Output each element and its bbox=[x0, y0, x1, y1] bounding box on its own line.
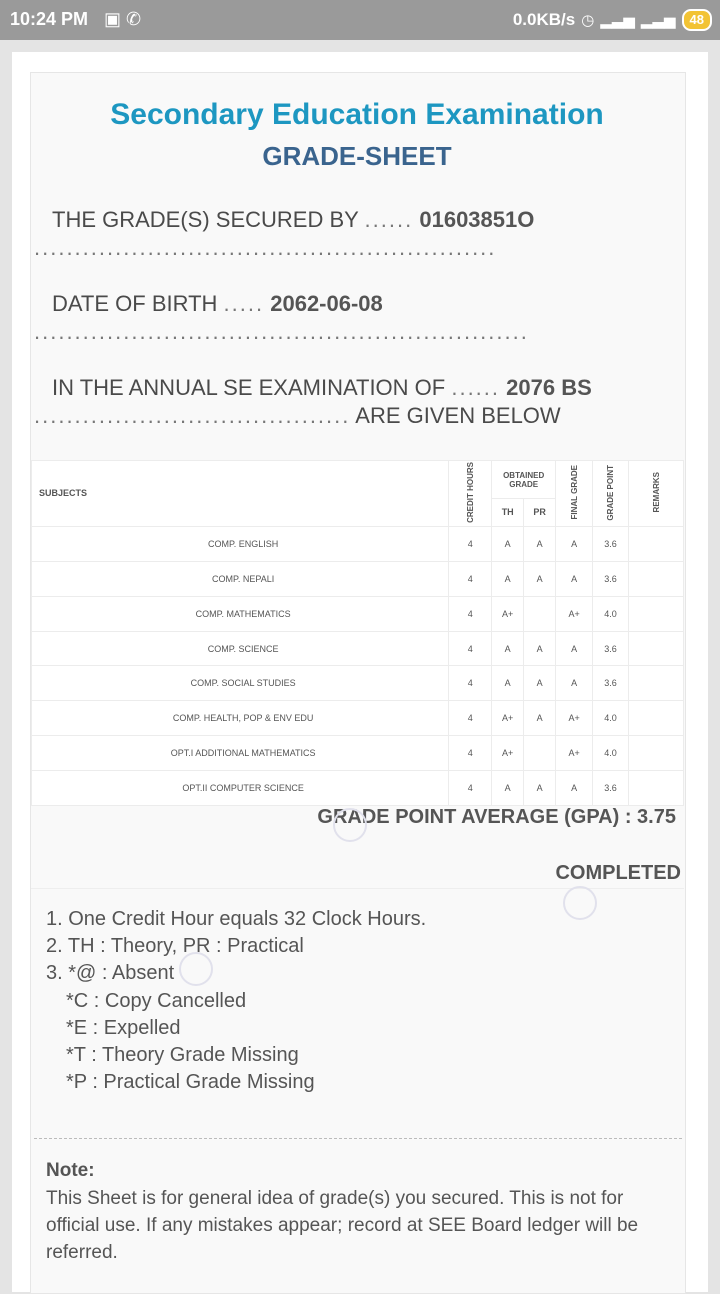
header-subjects: SUBJECTS bbox=[32, 461, 449, 527]
credit-cell: 4 bbox=[449, 631, 492, 666]
grade-sheet-title: GRADE-SHEET bbox=[262, 141, 452, 171]
header-credit-hours: CREDIT HOURS bbox=[449, 461, 492, 527]
header-grade-point: GRADE POINT bbox=[593, 461, 629, 527]
header-remarks: REMARKS bbox=[629, 461, 684, 527]
final-cell: A bbox=[556, 666, 593, 701]
remarks-cell bbox=[629, 736, 684, 771]
subject-cell: COMP. NEPALI bbox=[32, 561, 449, 596]
th-cell: A bbox=[492, 771, 524, 806]
exam-title: Secondary Education Examination bbox=[110, 98, 604, 131]
note-label: Note: bbox=[46, 1160, 95, 1181]
exam-year: 2076 BS bbox=[506, 375, 592, 400]
table-row bbox=[32, 631, 684, 666]
completion-status: COMPLETED bbox=[555, 862, 681, 884]
final-cell: A bbox=[556, 771, 593, 806]
pr-cell: A bbox=[524, 666, 556, 701]
legend-item: *E : Expelled bbox=[66, 1016, 181, 1039]
signal-4g-icon: ▂▃▅ bbox=[640, 12, 676, 29]
gpa-summary: GRADE POINT AVERAGE (GPA) : 3.75 bbox=[317, 806, 676, 828]
grades-table bbox=[31, 460, 684, 806]
status-right bbox=[513, 9, 712, 31]
th-cell: A+ bbox=[492, 596, 524, 631]
dashed-divider bbox=[34, 1138, 682, 1139]
subject-cell: OPT.II COMPUTER SCIENCE bbox=[32, 771, 449, 806]
phone-icon: ✆ bbox=[126, 9, 142, 29]
touch-ripple bbox=[333, 808, 367, 842]
pr-cell bbox=[524, 736, 556, 771]
th-cell: A bbox=[492, 666, 524, 701]
status-notification-icons bbox=[104, 9, 141, 30]
remarks-cell bbox=[629, 596, 684, 631]
legend-notes bbox=[46, 906, 426, 1096]
pr-cell: A bbox=[524, 631, 556, 666]
exam-line: IN THE ANNUAL SE EXAMINATION OF ...... 2076 BS ....................................... ARE GIVEN BELOW bbox=[34, 375, 592, 428]
subject-cell: COMP. SOCIAL STUDIES bbox=[32, 666, 449, 701]
header-obtained-grade: OBTAINED GRADE bbox=[492, 461, 556, 499]
legend-item: 1. One Credit Hour equals 32 Clock Hours. bbox=[46, 908, 427, 930]
legend-item: *P : Practical Grade Missing bbox=[66, 1071, 315, 1094]
credit-cell: 4 bbox=[449, 771, 492, 806]
remarks-cell bbox=[629, 526, 684, 561]
alarm-icon: ◷ bbox=[581, 12, 595, 29]
touch-ripple bbox=[563, 886, 597, 920]
final-cell: A+ bbox=[556, 736, 593, 771]
exam-suffix: ARE GIVEN BELOW bbox=[355, 403, 561, 428]
th-cell: A+ bbox=[492, 736, 524, 771]
credit-cell: 4 bbox=[449, 596, 492, 631]
exam-label: IN THE ANNUAL SE EXAMINATION OF bbox=[52, 375, 446, 400]
subject-cell: COMP. ENGLISH bbox=[32, 526, 449, 561]
table-row bbox=[32, 526, 684, 561]
network-speed: 0.0KB/s bbox=[512, 10, 576, 29]
final-cell: A bbox=[556, 631, 593, 666]
credit-cell: 4 bbox=[449, 526, 492, 561]
gp-cell: 3.6 bbox=[593, 561, 629, 596]
th-cell: A+ bbox=[492, 701, 524, 736]
signal-icon: ▂▃▅ bbox=[600, 12, 635, 29]
table-row bbox=[32, 736, 684, 771]
final-cell: A bbox=[556, 561, 593, 596]
legend-item: 2. TH : Theory, PR : Practical bbox=[46, 935, 304, 958]
header-th: TH bbox=[492, 499, 524, 527]
screenshot-icon: ▣ bbox=[104, 9, 122, 29]
table-row bbox=[32, 771, 684, 806]
pr-cell: A bbox=[524, 526, 556, 561]
subject-cell: COMP. SCIENCE bbox=[32, 631, 449, 666]
pr-cell: A bbox=[524, 771, 556, 806]
credit-cell: 4 bbox=[449, 666, 492, 701]
table-row bbox=[32, 701, 684, 736]
pr-cell bbox=[524, 596, 556, 631]
remarks-cell bbox=[629, 771, 684, 806]
pr-cell: A bbox=[524, 561, 556, 596]
remarks-cell bbox=[629, 701, 684, 736]
pr-cell: A bbox=[524, 701, 556, 736]
table-row bbox=[32, 561, 684, 596]
header-final-grade: FINAL GRADE bbox=[556, 461, 593, 527]
remarks-cell bbox=[629, 666, 684, 701]
gp-cell: 3.6 bbox=[593, 666, 629, 701]
remarks-cell bbox=[629, 631, 684, 666]
note-text: This Sheet is for general idea of grade(s) you secured. This is not for official use. If any mistakes appear; record at SEE Board ledger will be referred. bbox=[46, 1188, 639, 1263]
gp-cell: 4.0 bbox=[593, 701, 629, 736]
gp-cell: 4.0 bbox=[593, 596, 629, 631]
subject-cell: OPT.I ADDITIONAL MATHEMATICS bbox=[32, 736, 449, 771]
gp-cell: 4.0 bbox=[593, 736, 629, 771]
gp-cell: 3.6 bbox=[593, 771, 629, 806]
secured-by-line: THE GRADE(S) SECURED BY ...... 01603851O ......................................................... bbox=[34, 207, 535, 260]
th-cell: A bbox=[492, 526, 524, 561]
subject-cell: COMP. MATHEMATICS bbox=[32, 596, 449, 631]
credit-cell: 4 bbox=[449, 561, 492, 596]
dob-label: DATE OF BIRTH bbox=[52, 291, 218, 316]
credit-cell: 4 bbox=[449, 701, 492, 736]
final-cell: A+ bbox=[556, 701, 593, 736]
subject-cell: COMP. HEALTH, POP & ENV EDU bbox=[32, 701, 449, 736]
battery-icon: 48 bbox=[682, 9, 712, 31]
legend-item: *C : Copy Cancelled bbox=[66, 989, 247, 1012]
status-time: 10:24 PM bbox=[10, 9, 89, 29]
table-row bbox=[32, 596, 684, 631]
remarks-cell bbox=[629, 561, 684, 596]
dob-value: 2062-06-08 bbox=[270, 291, 383, 316]
status-bar bbox=[0, 0, 720, 40]
header-pr: PR bbox=[524, 499, 556, 527]
gp-cell: 3.6 bbox=[593, 526, 629, 561]
symbol-number: 01603851O bbox=[419, 207, 535, 232]
th-cell: A bbox=[492, 631, 524, 666]
credit-cell: 4 bbox=[449, 736, 492, 771]
gp-cell: 3.6 bbox=[593, 631, 629, 666]
final-cell: A+ bbox=[556, 596, 593, 631]
final-cell: A bbox=[556, 526, 593, 561]
th-cell: A bbox=[492, 561, 524, 596]
legend-item: *T : Theory Grade Missing bbox=[66, 1044, 299, 1067]
legend-item: 3. *@ : Absent bbox=[46, 962, 175, 985]
table-row bbox=[32, 666, 684, 701]
secured-by-label: THE GRADE(S) SECURED BY bbox=[52, 207, 359, 232]
dob-line: DATE OF BIRTH ..... 2062-06-08 ............................................................. bbox=[34, 291, 529, 344]
